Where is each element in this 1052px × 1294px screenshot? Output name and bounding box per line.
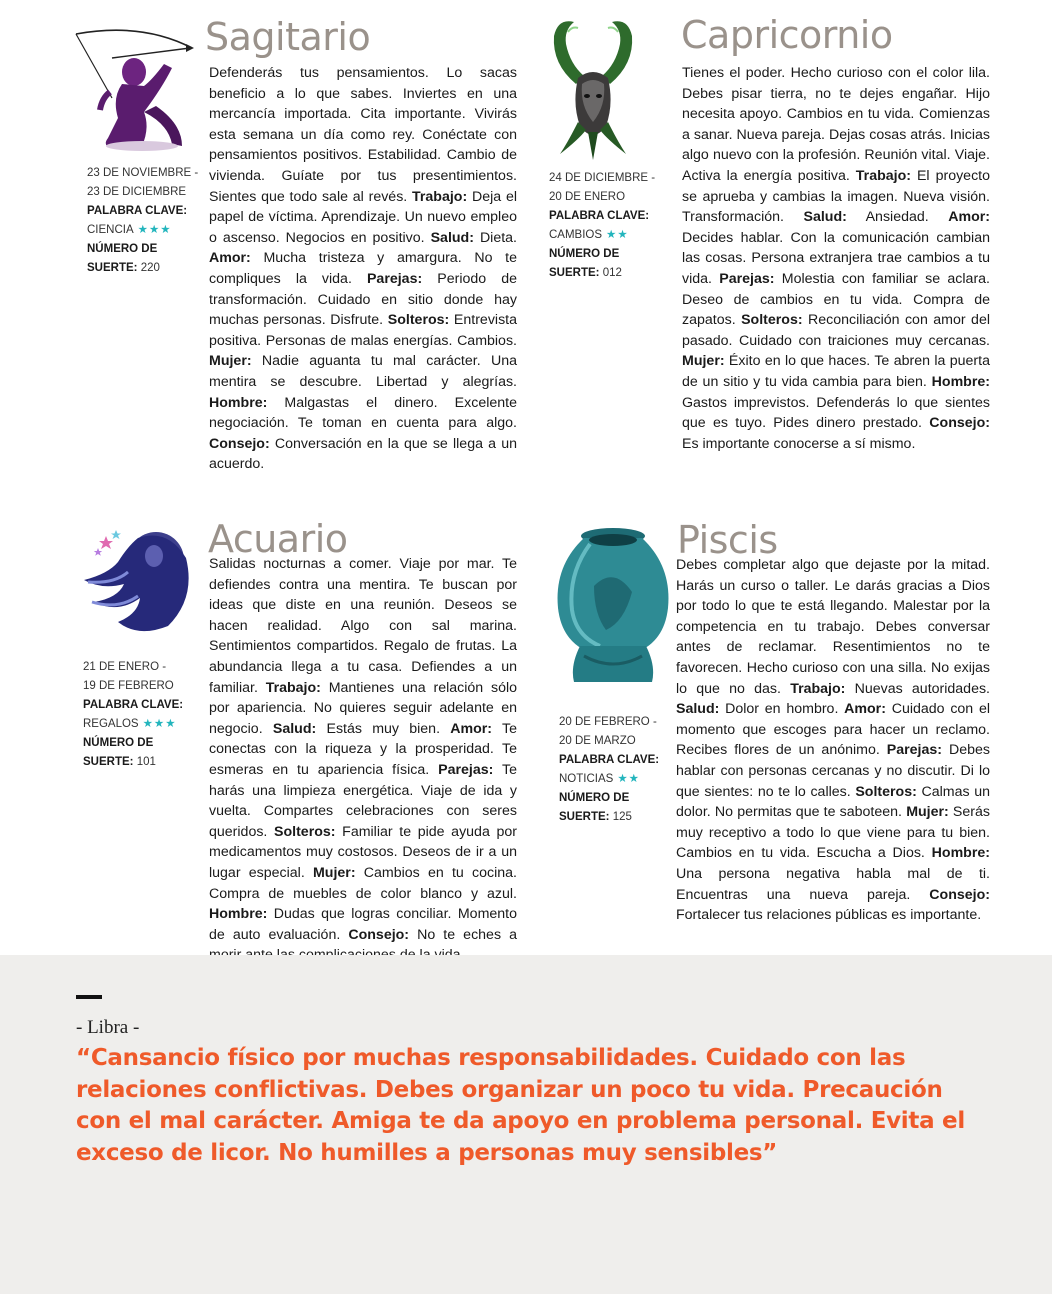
lucky-number-label: NÚMERO DE — [87, 243, 158, 255]
keyword-label: PALABRA CLAVE: — [83, 699, 184, 711]
lucky-number-value: 220 — [140, 262, 160, 274]
text-run: Serás muy receptivo a todo lo que viene para tu bien. Cambios en tu vida. Escucha a Dios. — [676, 804, 990, 862]
text-run: Debes completar algo que dejaste por la mitad. Harás un curso o taller. Le darás gracias a Dios por todo lo que te está llegando. Malestar por la competencia en tu trabajo. Debes conversar antes de reclamar. Resentimientos no te favorecen. Hecho curioso con una silla. No exijas lo que no das. — [676, 557, 990, 697]
horoscope-text — [676, 555, 990, 926]
text-run: Cuidado con el momento que escoges para hacer un reclamo. Recibes flores de un anónimo. — [676, 701, 991, 759]
section-label: Mujer: — [312, 864, 356, 881]
sign-title: Piscis — [677, 518, 778, 562]
sign-title: Capricornio — [681, 13, 893, 57]
date-to: 20 DE ENERO — [549, 191, 626, 203]
section-label: Mujer: — [906, 804, 949, 821]
section-label: Salud: — [430, 229, 474, 246]
section-label: Hombre: — [931, 845, 990, 862]
section-label: Consejo: — [209, 435, 270, 452]
lucky-number-label: NÚMERO DE — [559, 792, 630, 804]
libra-box — [0, 955, 1052, 1294]
text-run: Reconciliación con amor del pasado. Cuidado con traiciones muy cercanas. — [682, 312, 990, 349]
sign-piscis — [526, 470, 1052, 955]
lucky-number-row — [87, 259, 198, 278]
section-label: Salud: — [803, 209, 847, 226]
text-run: Cambios en tu cocina. Compra de muebles de color blanco y azul. — [209, 864, 517, 902]
horoscope-text — [209, 554, 517, 966]
star-rating-icon: ★★ — [606, 229, 629, 241]
keyword-label: PALABRA CLAVE: — [87, 205, 188, 217]
section-label: Trabajo: — [265, 679, 321, 696]
section-label: Hombre: — [209, 906, 268, 923]
star-rating-icon: ★★ — [617, 773, 640, 785]
section-label: Parejas: — [719, 270, 775, 287]
keyword-value: NOTICIAS — [559, 773, 614, 785]
text-run: Fortalecer tus relaciones públicas es importante. — [676, 907, 982, 924]
date-to: 23 DE DICIEMBRE — [87, 186, 187, 198]
pisces-fishbowl-icon — [554, 526, 672, 688]
lucky-number-label: NÚMERO DE — [83, 737, 154, 749]
sign-meta — [83, 658, 183, 772]
lucky-number-label: SUERTE: — [87, 262, 138, 274]
date-from: 23 DE NOVIEMBRE - — [87, 167, 199, 179]
section-label: Parejas: — [438, 761, 494, 778]
sign-sagitario — [0, 0, 526, 473]
text-run: Entrevista positiva. Personas de malas energías. Cambios. — [209, 312, 517, 349]
aquarius-wave-icon — [78, 518, 196, 638]
lucky-number-row — [83, 753, 183, 772]
date-from: 21 DE ENERO - — [83, 661, 167, 673]
text-run: Decides hablar. Con la comunicación cambian las cosas. Persona extranjera trae cambios a tu vida. — [682, 229, 990, 287]
star-rating-icon: ★★★ — [142, 718, 177, 730]
text-run: Estás muy bien. — [316, 720, 451, 737]
text-run: Ansiedad. — [846, 209, 949, 226]
lucky-number-label: SUERTE: — [549, 267, 600, 279]
section-label: Amor: — [948, 209, 990, 226]
text-run: Dolor en hombro. — [719, 701, 845, 718]
text-run: Malgastas el dinero. Excelente negociación. Te toman en cuenta para algo. — [209, 394, 517, 432]
text-run: Debes hablar con personas cercanas y no discutir. Di lo que sientes: no te lo calles. — [676, 742, 990, 800]
text-run: Nadie aguanta tu mal carácter. Una mentira se descubre. Libertad y alegrías. — [209, 353, 517, 390]
keyword-label: PALABRA CLAVE: — [559, 754, 660, 766]
section-label: Mujer: — [209, 353, 252, 370]
text-run: Dieta. — [473, 229, 518, 246]
horoscope-text — [209, 63, 517, 475]
section-label: Salud: — [676, 701, 720, 718]
capricorn-goat-icon — [548, 14, 638, 164]
text-run: Una persona negativa habla mal de ti. Encuentras una nueva pareja. — [676, 865, 990, 903]
text-run: Deja el papel de víctima. Aprendizaje. Un nuevo empleo o ascenso. Negocios en positivo. — [209, 188, 517, 246]
text-run: Mantienes una relación sólo por apariencia. No quieres seguir adelante en negocio. — [209, 679, 517, 737]
section-label: Parejas: — [886, 742, 942, 759]
keyword-value: REGALOS — [83, 718, 139, 730]
sign-meta — [559, 713, 659, 827]
keyword-value: CIENCIA — [87, 224, 134, 236]
section-label: Consejo: — [929, 415, 990, 432]
text-run: Defenderás tus pensamientos. Lo sacas beneficio a lo que sabes. Inviertes en una mercancía importada. Cita importante. Vivirás esta semana un día como rey. Conéctate con pensamientos positivos. Estabilidad. Cambio de vivienda. Guíate por tus presentimientos. Sientes que todo sale al revés. — [209, 65, 517, 205]
sign-meta — [549, 169, 655, 283]
section-label: Trabajo: — [855, 167, 911, 184]
libra-quote: “Cansancio físico por muchas responsabilidades. Cuidado con las relaciones conflictivas. Debes organizar un poco tu vida. Precaución con el mal carácter. Amiga te da apoyo en problema personal. Evita el exceso de licor. No humilles a personas muy sensibles” — [76, 1045, 965, 1166]
section-label: Amor: — [209, 250, 251, 267]
lucky-number-row — [559, 808, 659, 827]
text-run: Gastos imprevistos. Defenderás lo que sientes que es tuyo. Pides dinero prestado. — [682, 394, 990, 432]
text-run: Conversación en la que se llega a un acuerdo. — [209, 435, 517, 473]
keyword-value: CAMBIOS — [549, 229, 603, 241]
keyword-row — [549, 226, 655, 245]
section-label: Consejo: — [348, 926, 410, 943]
section-label: Hombre: — [931, 373, 990, 390]
section-label: Solteros: — [274, 823, 336, 840]
lucky-number-value: 125 — [612, 811, 632, 823]
text-run: No te eches a — [417, 926, 517, 943]
lucky-number-row — [549, 264, 655, 283]
libra-title: - Libra - — [76, 1017, 140, 1038]
sign-title: Sagitario — [205, 15, 371, 59]
text-run: Calmas un dolor. No permitas que te saboteen. — [676, 783, 990, 821]
lucky-number-value: 012 — [602, 267, 622, 279]
text-run: Tienes el poder. Hecho curioso con el color lila. Debes pisar tierra, no te dejes engañar. Hijo necesita apoyo. Cambios en tu vida. Comienzas a sanar. Nueva pareja. Dejas cosas atrás. Inicias algo nuevo con la profesión. Reunión vital. Viaje. Activa la energía positiva. — [682, 65, 990, 184]
text-run: Molestia con familiar se aclara. Deseo de cambios en tu vida. Compra de zapatos. — [682, 270, 990, 329]
section-label: Amor: — [450, 720, 493, 737]
text-run: Periodo de transformación. Cuidado en sitio donde hay muchas personas. Disfrute. — [209, 270, 517, 329]
section-label: Solteros: — [387, 312, 450, 329]
date-from: 20 DE FEBRERO - — [559, 716, 657, 728]
text-run: Es importante conocerse a sí mismo. — [682, 435, 916, 452]
keyword-row — [83, 715, 183, 734]
section-label: Parejas: — [366, 270, 423, 287]
text-run: Éxito en lo que haces. Te abren la puerta de un sitio y tu vida cambia para bien. — [682, 353, 990, 390]
text-run: Nuevas autoridades. — [845, 680, 991, 697]
star-rating-icon: ★★★ — [137, 224, 172, 236]
section-label: Trabajo: — [790, 680, 846, 697]
sign-title: Acuario — [208, 517, 348, 561]
horoscope-text — [682, 63, 990, 454]
section-label: Solteros: — [855, 783, 917, 800]
section-label: Salud: — [272, 720, 317, 737]
text-run: Familiar te pide ayuda por medicamentos muy costosos. Deseos de ir a un lugar especial. — [209, 823, 517, 881]
section-label: Amor: — [844, 701, 886, 718]
date-from: 24 DE DICIEMBRE - — [549, 172, 656, 184]
keyword-label: PALABRA CLAVE: — [549, 210, 650, 222]
keyword-row — [87, 221, 198, 240]
lucky-number-label: NÚMERO DE — [549, 248, 620, 260]
sagittarius-archer-icon — [72, 28, 196, 154]
text-run: Te harás una limpieza energética. Viaje de ida y vuelta. Compartes celebraciones con seres queridos. — [209, 761, 518, 840]
sign-capricornio — [526, 0, 1052, 470]
section-label: Mujer: — [682, 353, 725, 370]
section-label: Consejo: — [929, 886, 990, 903]
sign-meta — [87, 164, 198, 278]
libra-dash-divider — [76, 995, 102, 999]
sign-acuario — [0, 470, 526, 955]
lucky-number-label: SUERTE: — [83, 756, 134, 768]
date-to: 20 DE MARZO — [559, 735, 636, 747]
date-to: 19 DE FEBRERO — [83, 680, 174, 692]
lucky-number-value: 101 — [136, 756, 156, 768]
text-run: Salidas nocturnas a comer. Viaje por mar. Te defiendes contra una mentira. Te buscan por ideas que diste en una reunión. Deseos se hacen realidad. Algo con sal marina. Sentimientos compartidos. Regalo de frutas. La abundancia llega a tu casa. Defiendes a un familiar. — [209, 556, 517, 696]
section-label: Solteros: — [741, 312, 803, 329]
keyword-row — [559, 770, 659, 789]
text-run: Dudas que logras conciliar. Momento de auto evaluación. — [209, 906, 517, 943]
section-label: Hombre: — [209, 394, 268, 411]
lucky-number-label: SUERTE: — [559, 811, 610, 823]
section-label: Trabajo: — [412, 188, 468, 205]
text-run: Mucha tristeza y amargura. No te compliques la vida. — [209, 250, 517, 287]
text-run: Te conectas con la riqueza y la prosperidad. Te esmeras en tu apariencia física. — [209, 720, 517, 778]
text-run: El proyecto se aprueba y cambias la imagen. Nueva visión. Transformación. — [682, 167, 990, 226]
